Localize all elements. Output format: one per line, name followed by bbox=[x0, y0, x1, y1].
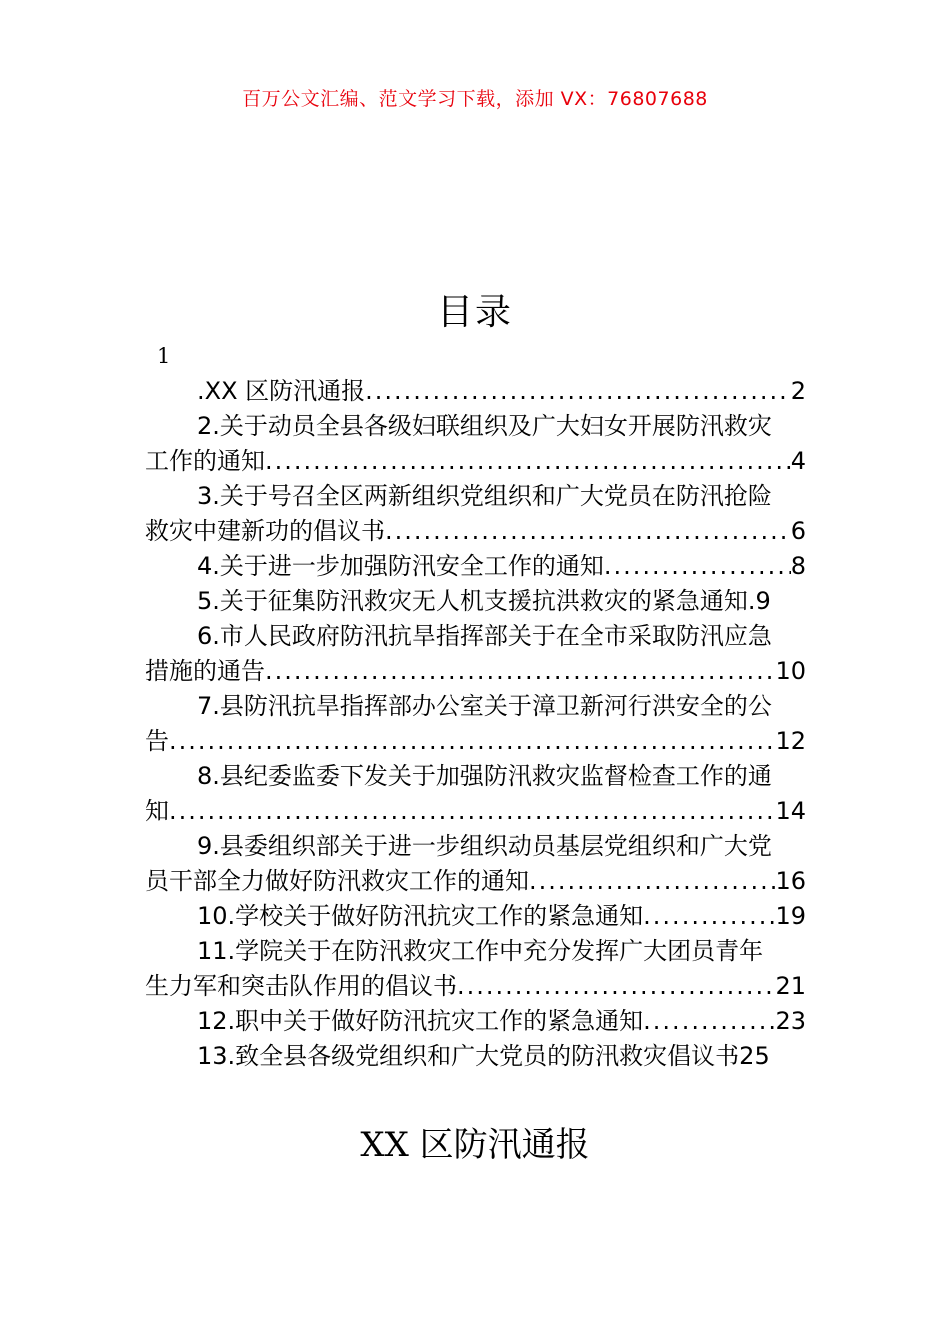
toc-entry-text: 工作的通知 bbox=[145, 447, 265, 475]
toc-entry-text: 11.学院关于在防汛救灾工作中充分发挥广大团员青年 bbox=[197, 937, 764, 965]
toc-page-number: 4 bbox=[790, 447, 806, 475]
toc-entry-text: .XX 区防汛通报 bbox=[197, 377, 366, 405]
toc-entry-2[interactable] bbox=[145, 409, 806, 443]
toc-leader-dots bbox=[265, 444, 791, 478]
toc-page-number: 16 bbox=[775, 867, 806, 895]
toc-page-number: 10 bbox=[775, 657, 806, 685]
toc-leader-dots bbox=[169, 724, 775, 758]
toc-entry-5[interactable] bbox=[145, 584, 806, 618]
toc-page-number: 8 bbox=[790, 552, 806, 580]
toc-entry-text: 3.关于号召全区两新组织党组织和广大党员在防汛抢险 bbox=[197, 482, 772, 510]
toc-entry-9-cont[interactable] bbox=[145, 864, 806, 898]
toc-entry-8[interactable] bbox=[145, 759, 806, 793]
toc-entry-text: 6.市人民政府防汛抗旱指挥部关于在全市采取防汛应急 bbox=[197, 622, 772, 650]
toc-page-number: 14 bbox=[775, 797, 806, 825]
toc-entry-3[interactable] bbox=[145, 479, 806, 513]
toc-entry-text: 9.县委组织部关于进一步组织动员基层党组织和广大党 bbox=[197, 832, 772, 860]
toc-entry-text: 知 bbox=[145, 797, 169, 825]
toc-page-number: 12 bbox=[775, 727, 806, 755]
toc-entry-text: 生力军和突击队作用的倡议书 bbox=[145, 972, 457, 1000]
toc-entry-text: 2.关于动员全县各级妇联组织及广大妇女开展防汛救灾 bbox=[197, 412, 772, 440]
toc-entry-text: 4.关于进一步加强防汛安全工作的通知 bbox=[197, 552, 604, 580]
toc-leader-dots bbox=[169, 794, 775, 828]
toc-leader-dots bbox=[457, 969, 775, 1003]
toc-entry-6-cont[interactable] bbox=[145, 654, 806, 688]
toc-page-number: 6 bbox=[790, 517, 806, 545]
toc-entry-text: 10.学校关于做好防汛抗灾工作的紧急通知 bbox=[197, 902, 644, 930]
toc-leader-dots bbox=[643, 1004, 775, 1038]
footnote-number: 1 bbox=[157, 344, 171, 368]
toc-leader-dots bbox=[643, 899, 775, 933]
toc-page-number: 21 bbox=[775, 972, 806, 1000]
toc-leader-dots bbox=[529, 864, 775, 898]
toc-entry-7[interactable] bbox=[145, 689, 806, 723]
toc-entry-text: 5.关于征集防汛救灾无人机支援抗洪救灾的紧急通知 bbox=[197, 587, 748, 615]
toc-entry-text: 告 bbox=[145, 727, 169, 755]
toc-entry-2-cont[interactable] bbox=[145, 444, 806, 478]
toc-entry-13[interactable] bbox=[145, 1039, 806, 1073]
toc-entry-text: 13.致全县各级党组织和广大党员的防汛救灾倡议书 bbox=[197, 1042, 740, 1070]
toc-entry-11-cont[interactable] bbox=[145, 969, 806, 1003]
toc-entry-6[interactable] bbox=[145, 619, 806, 653]
toc-title: 目录 bbox=[436, 292, 513, 333]
toc-entry-text: 措施的通告 bbox=[145, 657, 265, 685]
toc-leader-dot: . bbox=[747, 587, 756, 615]
toc-entry-1[interactable] bbox=[145, 374, 806, 408]
toc-entry-10[interactable] bbox=[145, 899, 806, 933]
toc-leader-dots bbox=[365, 374, 791, 408]
toc-entry-7-cont[interactable] bbox=[145, 724, 806, 758]
toc-leader-dots bbox=[385, 514, 791, 548]
toc-entry-text: 员干部全力做好防汛救灾工作的通知 bbox=[145, 867, 529, 895]
toc-entry-4[interactable] bbox=[145, 549, 806, 583]
toc-entry-3-cont[interactable] bbox=[145, 514, 806, 548]
toc-entry-8-cont[interactable] bbox=[145, 794, 806, 828]
toc-leader-dots bbox=[604, 549, 791, 583]
toc-entry-9[interactable] bbox=[145, 829, 806, 863]
toc-entry-12[interactable] bbox=[145, 1004, 806, 1038]
toc-page-number: 2 bbox=[790, 377, 806, 405]
section-title bbox=[0, 1117, 950, 1166]
toc-entry-text: 7.县防汛抗旱指挥部办公室关于漳卫新河行洪安全的公 bbox=[197, 692, 772, 720]
toc-entry-text: 救灾中建新功的倡议书 bbox=[145, 517, 385, 545]
toc-entry-text: 12.职中关于做好防汛抗灾工作的紧急通知 bbox=[197, 1007, 644, 1035]
toc-page-number: 9 bbox=[755, 587, 771, 615]
section-title-text: 区防汛通报 bbox=[419, 1125, 590, 1165]
section-title-latin: XX bbox=[360, 1125, 409, 1165]
toc-entry-11[interactable] bbox=[145, 934, 806, 968]
watermark-header: 百万公文汇编、范文学习下载，添加 VX：76807688 bbox=[242, 88, 708, 110]
toc-page-number: 23 bbox=[775, 1007, 806, 1035]
toc-page-number: 25 bbox=[739, 1042, 770, 1070]
toc-entry-text: 8.县纪委监委下发关于加强防汛救灾监督检查工作的通 bbox=[197, 762, 772, 790]
toc-leader-dots bbox=[265, 654, 775, 688]
toc-page-number: 19 bbox=[775, 902, 806, 930]
